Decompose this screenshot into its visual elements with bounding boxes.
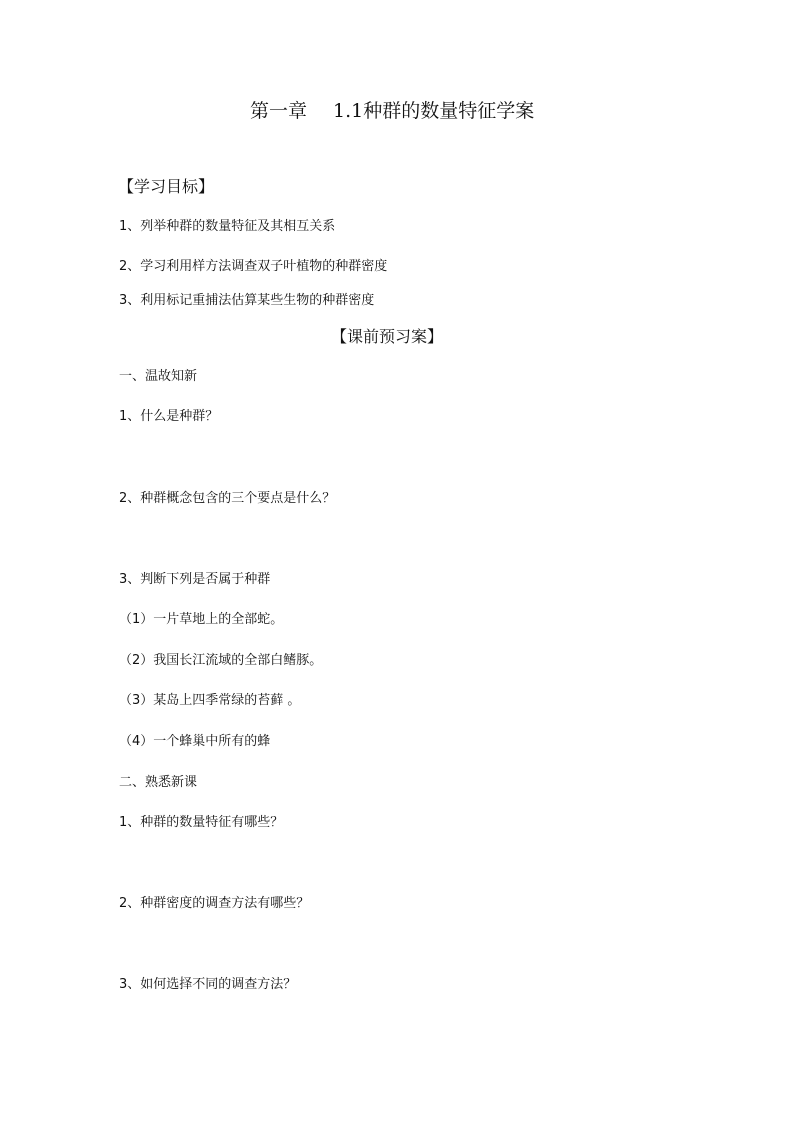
part2-heading: 二、熟悉新课 — [119, 775, 198, 790]
question-item: 3、如何选择不同的调查方法？ — [119, 977, 297, 992]
question-item: 2、种群概念包含的三个要点是什么？ — [119, 491, 336, 506]
question-item: 1、种群的数量特征有哪些？ — [119, 815, 284, 830]
question-item: 1、什么是种群？ — [119, 409, 219, 424]
title-chapter: 第一章 — [250, 100, 308, 122]
judgement-item: （2）我国长江流域的全部白鳍豚。 — [119, 653, 323, 668]
question-item: 3、判断下列是否属于种群 — [119, 572, 271, 587]
title-lesson: 1.1种群的数量特征学案 — [333, 100, 535, 122]
goals-heading: 【学习目标】 — [118, 177, 215, 196]
preview-heading: 【课前预习案】 — [331, 327, 444, 346]
document-title — [250, 102, 534, 121]
question-item: 2、种群密度的调查方法有哪些？ — [119, 896, 310, 911]
judgement-item: （1）一片草地上的全部蛇。 — [119, 612, 284, 627]
goal-item: 2、学习利用样方法调查双子叶植物的种群密度 — [119, 259, 388, 274]
judgement-item: （4）一个蜂巢中所有的蜂 — [119, 734, 271, 749]
judgement-item: （3）某岛上四季常绿的苔藓 。 — [119, 693, 301, 708]
goal-item: 3、利用标记重捕法估算某些生物的种群密度 — [119, 293, 375, 308]
part1-heading: 一、温故知新 — [119, 369, 198, 384]
goal-item: 1、列举种群的数量特征及其相互关系 — [119, 219, 336, 234]
